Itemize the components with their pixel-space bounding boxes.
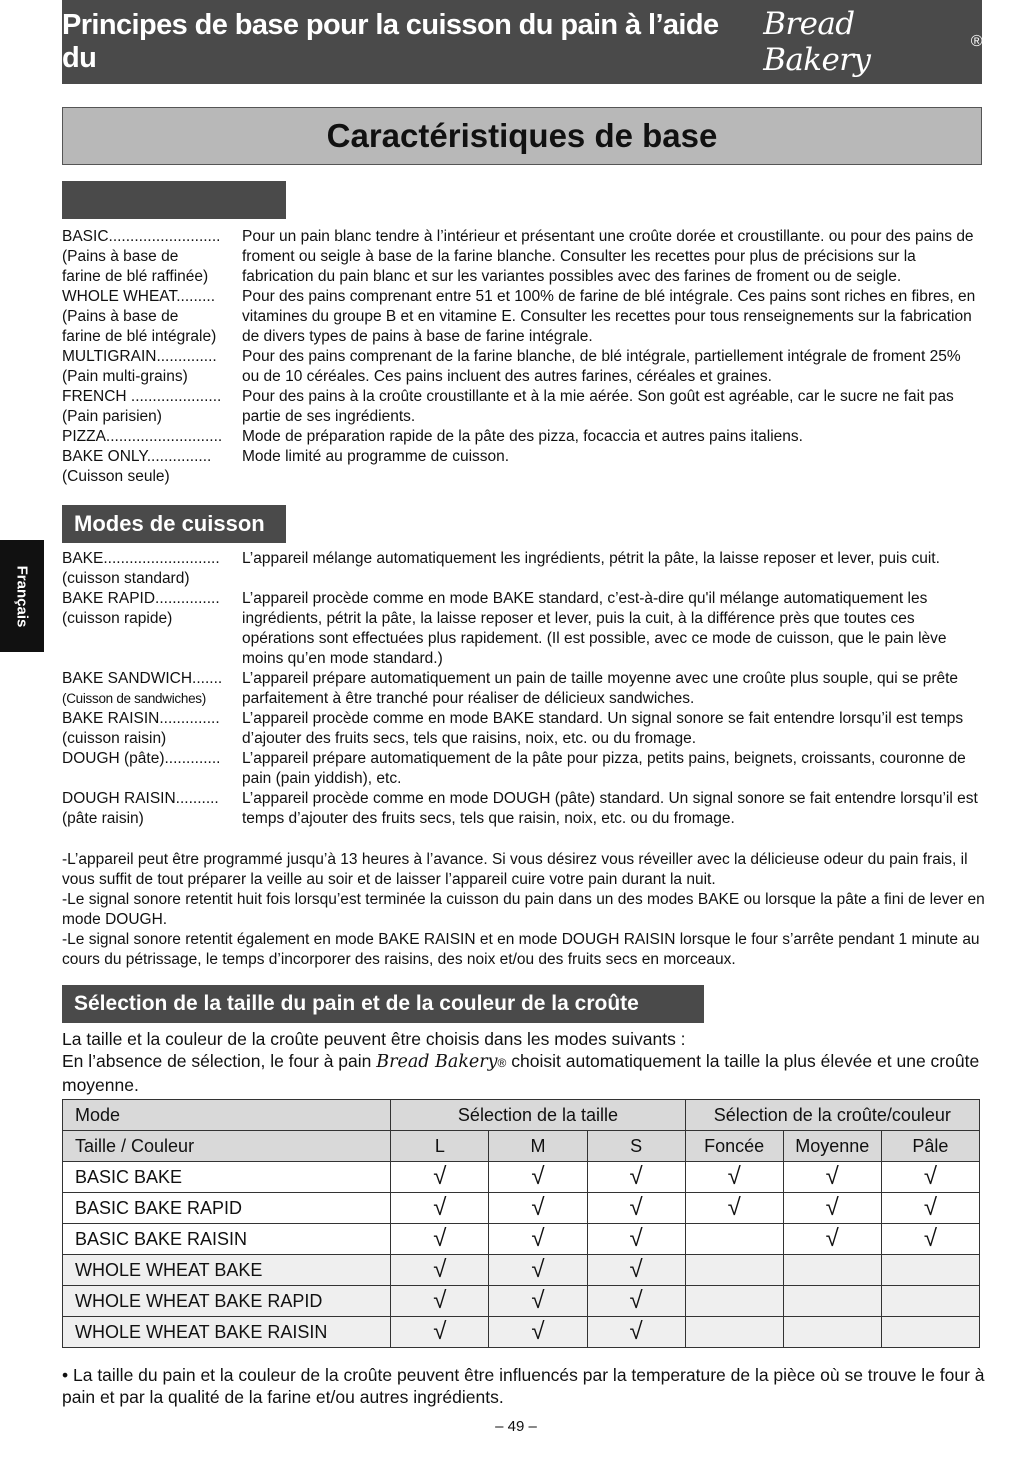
term-label: BAKE RAISIN..............	[62, 710, 220, 727]
definition-term	[62, 347, 242, 387]
checkmark-icon: √	[433, 1163, 447, 1190]
term-subtitle: (Cuisson seule)	[62, 468, 170, 485]
section-heading-modes: Modes de cuisson	[62, 505, 286, 543]
definition-term	[62, 427, 242, 447]
checkmark-icon: √	[825, 1225, 839, 1252]
check-cell	[489, 1162, 587, 1193]
brand-logo: Bread Bakery	[763, 6, 871, 78]
section-heading-selection: Sélection de la taille du pain et de la couleur de la croûte	[62, 985, 704, 1023]
check-cell	[881, 1224, 979, 1255]
table-header-row-1	[63, 1100, 980, 1131]
checkmark-icon: √	[531, 1256, 545, 1283]
check-cell	[685, 1317, 783, 1348]
row-mode-label: BASIC BAKE	[63, 1162, 391, 1193]
row-mode-label: WHOLE WHEAT BAKE	[63, 1255, 391, 1286]
definition-row	[62, 589, 992, 669]
definition-description: L’appareil mélange automatiquement les ingrédients, pétrit la pâte, la laisse reposer et lever, puis cuit.	[242, 550, 940, 567]
term-subtitle: (Pains à base de	[62, 248, 179, 265]
definition-description: Mode de préparation rapide de la pâte des pizza, focaccia et autres pains italiens.	[242, 428, 803, 445]
header-color: Sélection de la croûte/couleur	[685, 1100, 979, 1131]
note-item: -Le signal sonore retentit également en mode BAKE RAISIN et en mode DOUGH RAISIN lorsque le four s’arrête pendant 1 minute au cours du pétrissage, le temps d’incorporer des raisins, des noix et/ou des fruits secs en morceaux.	[62, 931, 980, 968]
note-item: -L’appareil peut être programmé jusqu’à 13 heures à l’avance. Si vous désirez vous réveiller avec la délicieuse odeur du pain frais, il vous suffit de tout préparer la veille au soir et de laisser l’appareil cuire votre pain durant la nuit.	[62, 851, 968, 888]
subheader-cell: Moyenne	[783, 1131, 881, 1162]
row-mode-label: WHOLE WHEAT BAKE RAPID	[63, 1286, 391, 1317]
check-cell	[685, 1193, 783, 1224]
definition-description: Pour des pains à la croûte croustillante et à la mie aérée. Son goût est agréable, car le sucre ne fait pas partie de ses ingrédients.	[242, 388, 954, 425]
definition-row	[62, 347, 992, 387]
checkmark-icon: √	[531, 1163, 545, 1190]
checkmark-icon: √	[629, 1318, 643, 1345]
definition-description: L’appareil prépare automatiquement de la pâte pour pizza, petits pains, beignets, croissants, couronne de pain (pain yiddish), etc.	[242, 750, 966, 787]
check-cell	[587, 1193, 685, 1224]
notes-list	[62, 850, 997, 970]
definition-description: L’appareil prépare automatiquement un pain de taille moyenne avec une croûte plus souple, qui se prête parfaitement à être tranché pour réaliser de délicieux sandwiches.	[242, 670, 959, 707]
term-label: DOUGH RAISIN..........	[62, 790, 219, 807]
checkmark-icon: √	[923, 1163, 937, 1190]
checkmark-icon: √	[433, 1318, 447, 1345]
checkmark-icon: √	[727, 1194, 741, 1221]
check-cell	[489, 1224, 587, 1255]
table-row	[63, 1193, 980, 1224]
row-mode-label: BASIC BAKE RAPID	[63, 1193, 391, 1224]
definition-row	[62, 427, 992, 447]
check-cell	[391, 1286, 489, 1317]
language-tab	[0, 540, 44, 652]
definition-row	[62, 789, 992, 829]
term-label: DOUGH (pâte).............	[62, 750, 221, 767]
definition-term	[62, 789, 242, 829]
checkmark-icon: √	[825, 1163, 839, 1190]
checkmark-icon: √	[629, 1194, 643, 1221]
checkmark-icon: √	[531, 1287, 545, 1314]
row-mode-label: BASIC BAKE RAISIN	[63, 1224, 391, 1255]
check-cell	[391, 1317, 489, 1348]
term-label: BAKE RAPID...............	[62, 590, 220, 607]
term-label: FRENCH .....................	[62, 388, 222, 405]
checkmark-icon: √	[433, 1287, 447, 1314]
term-subtitle: (Cuisson de sandwiches)	[62, 691, 206, 706]
check-cell	[881, 1193, 979, 1224]
term-label: MULTIGRAIN..............	[62, 348, 217, 365]
definition-row	[62, 287, 992, 347]
brand-inline: Bread Bakery	[376, 1052, 498, 1072]
definition-row	[62, 447, 992, 487]
checkmark-icon: √	[531, 1194, 545, 1221]
intro-line-1: La taille et la couleur de la croûte peuvent être choisis dans les modes suivants :	[62, 1029, 686, 1049]
modes-list	[62, 549, 992, 829]
check-cell	[685, 1255, 783, 1286]
term-subtitle: farine de blé raffinée)	[62, 268, 209, 285]
term-subtitle: (cuisson raisin)	[62, 730, 167, 747]
term-label: WHOLE WHEAT.........	[62, 288, 216, 305]
term-subtitle: (cuisson standard)	[62, 570, 190, 587]
intro-line-2	[62, 1050, 992, 1096]
section-heading-programs	[62, 181, 286, 219]
main-title: Caractéristiques de base	[62, 107, 982, 165]
selection-intro	[62, 1028, 992, 1096]
check-cell	[685, 1162, 783, 1193]
check-cell	[685, 1286, 783, 1317]
term-label: BAKE ONLY...............	[62, 448, 212, 465]
registered-mark: ®	[970, 33, 982, 50]
term-label: BAKE SANDWICH.......	[62, 670, 223, 687]
check-cell	[489, 1255, 587, 1286]
check-cell	[783, 1224, 881, 1255]
table-row	[63, 1162, 980, 1193]
registered-mark-inline: ®	[497, 1056, 507, 1070]
definition-term	[62, 709, 242, 749]
definition-term	[62, 669, 242, 709]
table-row	[63, 1286, 980, 1317]
term-subtitle: (Pain multi-grains)	[62, 368, 188, 385]
row-mode-label: WHOLE WHEAT BAKE RAISIN	[63, 1317, 391, 1348]
definition-term	[62, 589, 242, 669]
checkmark-icon: √	[629, 1163, 643, 1190]
check-cell	[587, 1162, 685, 1193]
checkmark-icon: √	[629, 1287, 643, 1314]
definition-term	[62, 287, 242, 347]
definition-term	[62, 749, 242, 789]
header-size: Sélection de la taille	[391, 1100, 685, 1131]
checkmark-icon: √	[629, 1225, 643, 1252]
definition-description: Mode limité au programme de cuisson.	[242, 448, 510, 465]
definition-term	[62, 227, 242, 287]
programs-list	[62, 227, 992, 487]
definition-description: Pour un pain blanc tendre à l’intérieur et présentant une croûte dorée et croustillante. ou pour des pains de froment ou seigle à base de la farine blanche. Consulter les recettes pour plus de précisions sur la fabrication du pain blanc et sur les variantes possibles avec des farines de froment ou de seigle.	[242, 228, 974, 285]
check-cell	[391, 1162, 489, 1193]
selection-table	[62, 1099, 980, 1348]
checkmark-icon: √	[825, 1194, 839, 1221]
check-cell	[783, 1193, 881, 1224]
definition-row	[62, 669, 992, 709]
table-row	[63, 1255, 980, 1286]
checkmark-icon: √	[433, 1225, 447, 1252]
check-cell	[783, 1162, 881, 1193]
subheader-cell: L	[391, 1131, 489, 1162]
check-cell	[391, 1193, 489, 1224]
definition-description: L’appareil procède comme en mode DOUGH (pâte) standard. Un signal sonore se fait entendre lorsqu’il est temps d’ajouter des fruits secs, tels que raisin, noix, etc. ou du fromage.	[242, 790, 978, 827]
term-label: PIZZA...........................	[62, 428, 223, 445]
language-tab-label: Français	[13, 565, 31, 627]
intro-line-2-end: choisit automatiquement la taille la plus élevée et une croûte moyenne.	[62, 1051, 980, 1095]
definition-term	[62, 447, 242, 487]
subheader-cell: Pâle	[881, 1131, 979, 1162]
checkmark-icon: √	[531, 1225, 545, 1252]
term-subtitle: (pâte raisin)	[62, 810, 144, 827]
page-header-banner	[62, 0, 982, 84]
page-number: – 49 –	[495, 1418, 537, 1435]
checkmark-icon: √	[629, 1256, 643, 1283]
term-label: BASIC..........................	[62, 228, 221, 245]
check-cell	[391, 1255, 489, 1286]
check-cell	[489, 1286, 587, 1317]
check-cell	[881, 1255, 979, 1286]
header-mode: Mode	[63, 1100, 391, 1131]
checkmark-icon: √	[923, 1194, 937, 1221]
definition-row	[62, 227, 992, 287]
definition-row	[62, 709, 992, 749]
header-title: Principes de base pour la cuisson du pain à l’aide du	[62, 9, 719, 74]
term-subtitle: (Pains à base de	[62, 308, 179, 325]
check-cell	[489, 1317, 587, 1348]
subheader-cell: Foncée	[685, 1131, 783, 1162]
term-subtitle: (cuisson rapide)	[62, 610, 173, 627]
check-cell	[881, 1162, 979, 1193]
definition-description: Pour des pains comprenant entre 51 et 100% de farine de blé intégrale. Ces pains sont riches en fibres, en vitamines du groupe B et en vitamine E. Consulter les recettes pour tous renseignements sur la fabrication de divers types de pains à base de farine intégrale.	[242, 288, 976, 345]
definition-row	[62, 749, 992, 789]
definition-row	[62, 387, 992, 427]
checkmark-icon: √	[433, 1194, 447, 1221]
checkmark-icon: √	[923, 1225, 937, 1252]
note-item: -Le signal sonore retentit huit fois lorsqu’est terminée la cuisson du pain dans un des modes BAKE ou lorsque la pâte a fini de lever en mode DOUGH.	[62, 891, 985, 928]
term-subtitle: (Pain parisien)	[62, 408, 162, 425]
intro-line-2-start: En l’absence de sélection, le four à pain	[62, 1051, 372, 1071]
check-cell	[391, 1224, 489, 1255]
definition-row	[62, 549, 992, 589]
check-cell	[783, 1317, 881, 1348]
checkmark-icon: √	[727, 1163, 741, 1190]
check-cell	[881, 1286, 979, 1317]
definition-description: L’appareil procède comme en mode BAKE standard. Un signal sonore se fait entendre lorsqu’il est temps d’ajouter des fruits secs, tels que raisins, noix, etc. ou du fromage.	[242, 710, 964, 747]
table-row	[63, 1317, 980, 1348]
table-header-row-2	[63, 1131, 980, 1162]
check-cell	[587, 1317, 685, 1348]
subheader-cell: M	[489, 1131, 587, 1162]
term-subtitle: farine de blé intégrale)	[62, 328, 217, 345]
check-cell	[587, 1286, 685, 1317]
check-cell	[881, 1317, 979, 1348]
checkmark-icon: √	[531, 1318, 545, 1345]
definition-description: Pour des pains comprenant de la farine blanche, de blé intégrale, partiellement intégrale de froment 25% ou de 10 céréales. Ces pains incluent des autres farines, céréales et graines.	[242, 348, 961, 385]
check-cell	[489, 1193, 587, 1224]
check-cell	[587, 1224, 685, 1255]
check-cell	[783, 1255, 881, 1286]
definition-description: L’appareil procède comme en mode BAKE standard, c’est-à-dire qu'il mélange automatiquement les ingrédients, pétrit la pâte, la laisse reposer et lever, puis la cuit, à la différence près que toutes ces opérations sont effectuées plus rapidement. (Il est possible, avec ce mode de cuisson, que le pain lève moins qu’en mode standard.)	[242, 590, 947, 667]
check-cell	[783, 1286, 881, 1317]
table-row	[63, 1224, 980, 1255]
definition-term	[62, 387, 242, 427]
checkmark-icon: √	[433, 1256, 447, 1283]
term-label: BAKE...........................	[62, 550, 220, 567]
subheader-cell: S	[587, 1131, 685, 1162]
check-cell	[587, 1255, 685, 1286]
subheader-cell: Taille / Couleur	[63, 1131, 391, 1162]
definition-term	[62, 549, 242, 589]
footnote: • La taille du pain et la couleur de la croûte peuvent être influencés par la temperature de la pièce où se trouve le four à pain et par la qualité de la farine et/ou autres ingrédients.	[62, 1365, 985, 1407]
check-cell	[685, 1224, 783, 1255]
